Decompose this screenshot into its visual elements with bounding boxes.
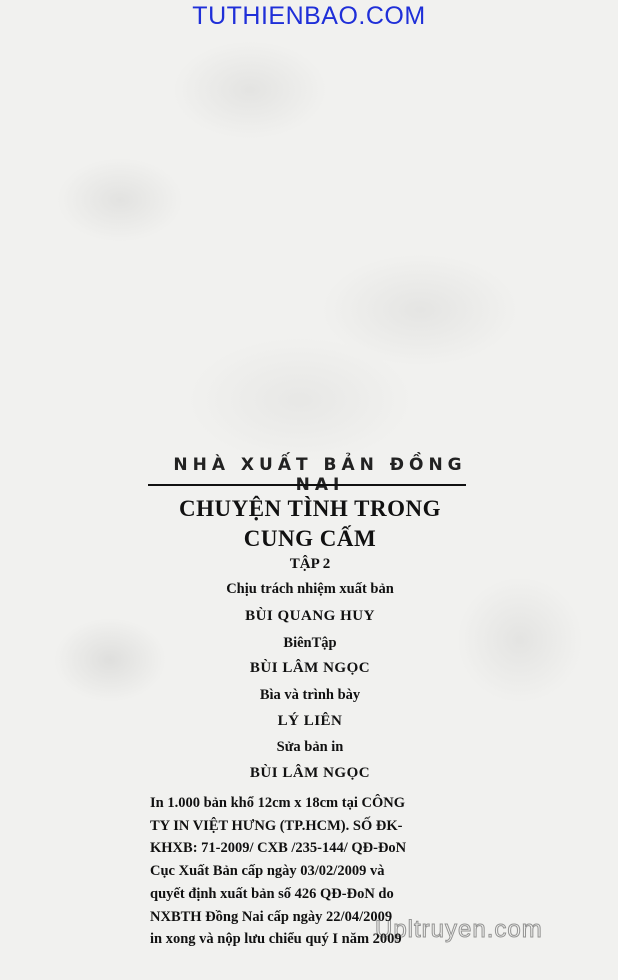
credit-role: Sửa bản in bbox=[276, 739, 344, 755]
colophon-line: Cục Xuất Bản cấp ngày 03/02/2009 và bbox=[150, 863, 385, 880]
title-line-1: CHUYỆN TÌNH TRONG bbox=[179, 496, 441, 521]
book-title bbox=[100, 494, 520, 554]
credit-role: Bìa và trình bày bbox=[259, 687, 361, 703]
site-watermark-top: TUTHIENBAO.COM bbox=[192, 2, 426, 30]
credit-role: BiênTập bbox=[283, 635, 337, 651]
publisher-name: NHÀ XUẤT BẢN ĐỒNG NAI bbox=[173, 455, 467, 495]
site-watermark-bottom: Upltruyen.com bbox=[375, 916, 543, 943]
credit-name: BÙI LÂM NGỌC bbox=[249, 765, 371, 781]
credit-name: BÙI QUANG HUY bbox=[245, 608, 375, 624]
colophon-line: in xong và nộp lưu chiểu quý I năm 2009 bbox=[150, 931, 402, 948]
colophon-line: KHXB: 71-2009/ CXB /235-144/ QĐ-ĐoN bbox=[150, 840, 407, 857]
colophon-line: In 1.000 bản khổ 12cm x 18cm tại CÔNG bbox=[150, 795, 405, 811]
divider-rule bbox=[148, 484, 466, 486]
colophon-line: NXBTH Đồng Nai cấp ngày 22/04/2009 bbox=[150, 908, 393, 925]
colophon-line: quyết định xuất bản số 426 QĐ-ĐoN do bbox=[150, 885, 394, 902]
title-line-2: CUNG CẤM bbox=[243, 526, 377, 551]
volume-label: TẬP 2 bbox=[289, 556, 331, 572]
credit-role: Chịu trách nhiệm xuất bản bbox=[226, 581, 394, 597]
credit-name: BÙI LÂM NGỌC bbox=[249, 660, 371, 676]
credit-name: LÝ LIÊN bbox=[277, 713, 343, 729]
colophon-line: TY IN VIỆT HƯNG (TP.HCM). SỐ ĐK- bbox=[150, 817, 403, 834]
